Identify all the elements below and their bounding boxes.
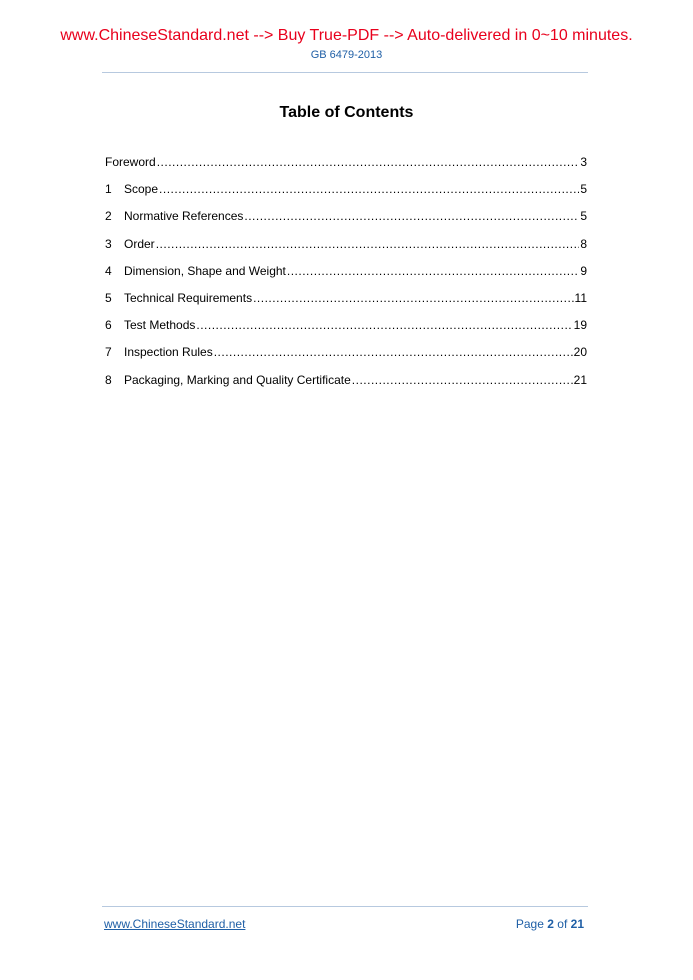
toc-entry-page: 5 (580, 209, 587, 224)
page-of: of (557, 917, 568, 931)
toc-leader-dots (159, 181, 579, 197)
promo-banner[interactable]: www.ChineseStandard.net --> Buy True-PDF --> Auto-delivered in 0~10 minutes. (60, 27, 633, 44)
toc-entry-text: Normative References (124, 209, 244, 224)
toc-entry-packaging-marking[interactable] (105, 372, 587, 399)
page-word: Page (515, 917, 544, 931)
page-current: 2 (547, 917, 554, 931)
toc-entry-technical-requirements[interactable] (105, 290, 587, 317)
toc-entry-text: Test Methods (124, 318, 196, 333)
toc-entry-page: 19 (573, 318, 587, 333)
toc-entry-number: 5 (105, 290, 112, 305)
toc-entry-text: Dimension, Shape and Weight (124, 263, 286, 278)
toc-entry-number: 8 (105, 372, 112, 387)
document-code: GB 6479-2013 (310, 49, 383, 61)
toc-entry-page: 20 (573, 345, 587, 360)
toc-entry-text: Order (124, 236, 155, 251)
toc-entry-foreword[interactable] (105, 154, 587, 181)
toc-entry-scope[interactable] (105, 181, 587, 208)
toc-entry-page: 21 (573, 372, 587, 387)
toc-title: Table of Contents (279, 104, 414, 121)
toc-leader-dots (253, 290, 573, 306)
toc-entry-number: 6 (105, 318, 112, 333)
page-indicator (516, 917, 584, 931)
toc-entry-text: Packaging, Marking and Quality Certificate (124, 372, 351, 387)
toc-leader-dots (156, 236, 580, 252)
toc-leader-dots (244, 208, 579, 224)
toc-entry-normative-references[interactable] (105, 208, 587, 235)
toc-leader-dots (352, 372, 573, 388)
toc-entry-number: 1 (105, 182, 112, 197)
toc-leader-dots (214, 344, 573, 360)
toc-entry-test-methods[interactable] (105, 317, 587, 344)
toc-leader-dots (196, 317, 572, 333)
toc-entry-page: 3 (580, 155, 587, 169)
toc-leader-dots (287, 263, 579, 279)
header-divider (102, 72, 588, 73)
toc-entry-dimension-shape-weight[interactable] (105, 263, 587, 290)
toc-entry-number: 2 (105, 209, 112, 224)
footer-divider (102, 906, 588, 907)
toc-entry-page: 5 (580, 182, 587, 197)
toc-entry-number: 3 (105, 236, 112, 251)
toc-entry-text: Foreword (105, 155, 156, 169)
toc-leader-dots (157, 154, 580, 170)
footer-site-link[interactable]: www.ChineseStandard.net (104, 917, 246, 931)
page-total: 21 (570, 917, 584, 931)
toc-entry-order[interactable] (105, 236, 587, 263)
toc-entry-number: 7 (105, 345, 112, 360)
toc-entry-number: 4 (105, 263, 112, 278)
toc-entry-page: 8 (580, 236, 587, 251)
toc-entry-text: Scope (124, 182, 159, 197)
toc-entry-text: Technical Requirements (124, 290, 253, 305)
toc-entry-inspection-rules[interactable] (105, 344, 587, 371)
toc-entry-page: 9 (580, 263, 587, 278)
toc-entry-text: Inspection Rules (124, 345, 213, 360)
table-of-contents (105, 154, 587, 399)
toc-entry-page: 11 (574, 290, 587, 305)
